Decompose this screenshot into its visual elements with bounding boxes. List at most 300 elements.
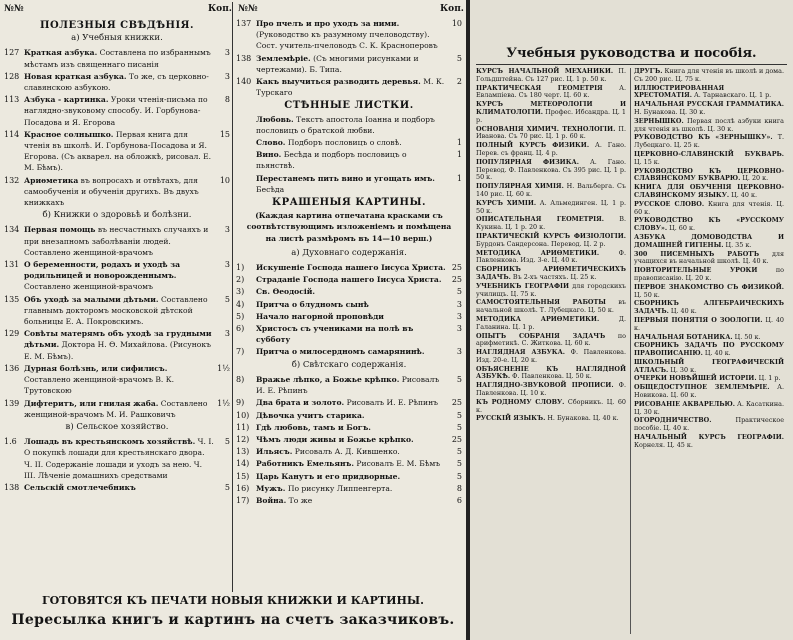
item-description <box>256 434 446 445</box>
item-title: Страданіе Господа нашего Іисуса Христа. <box>256 275 442 285</box>
item-price: 15 <box>219 129 230 139</box>
manual-entry <box>634 101 784 117</box>
item-description <box>24 398 214 420</box>
manual-title: ПОЛНЫЙ КУРСЪ ФИЗИКИ. <box>476 141 590 150</box>
manual-entry <box>476 366 626 382</box>
item-number: 136 <box>4 363 20 373</box>
item-list-misc <box>236 18 462 98</box>
subsection-title: б) Книжки о здоровьѣ и болѣзни. <box>42 210 192 221</box>
item-title: Совѣты матерямъ объ уходѣ за грудными дѣтьми. <box>24 329 212 350</box>
column-divider <box>232 2 233 592</box>
item-title: Искушеніе Господа нашего Іисуса Христа. <box>256 263 446 273</box>
manual-entry <box>634 417 784 433</box>
item-title: Объ уходѣ за малыми дѣтьми. <box>24 294 159 304</box>
item-title: Два брата и золото. <box>256 398 345 408</box>
item-price: 5 <box>456 410 462 420</box>
item-title: Св. Ѳеодосій. <box>256 287 316 297</box>
item-details: Рисовалъ А. Д. Кившенко. <box>292 447 400 457</box>
item-price: 3 <box>224 225 230 235</box>
manual-details: Ц. 15 к. <box>634 157 660 166</box>
manual-title: ОБЩЕДОСТУПНОЕ ЗЕМЛЕМѢРІЕ. <box>634 383 770 392</box>
section-title: ПОЛЕЗНЫЯ СВѢДѢНІЯ. <box>40 20 194 31</box>
item-title: Царь Канутъ и его придворные. <box>256 471 401 481</box>
item-number: 114 <box>4 129 20 139</box>
manual-details: для учащихся въ начальной школѣ. Ц. 40 к. <box>634 249 784 266</box>
item-number: 7) <box>236 347 245 357</box>
item-description <box>24 259 214 293</box>
item-details: То же <box>286 495 313 505</box>
manual-details: Профес. Ибсандра. Ц. 1 р. <box>476 107 626 124</box>
item-number: 13) <box>236 447 250 457</box>
catalog-item <box>4 436 230 481</box>
item-details: М. К. Турскаго <box>256 77 445 98</box>
right-page-title: Учебныя руководства и пособія. <box>506 46 757 61</box>
item-title: Мужъ. <box>256 483 286 493</box>
item-price: 1 <box>456 138 462 148</box>
item-title: Любовь. <box>256 114 294 124</box>
manual-details: Н. Вальберга. Съ 140 рис. Ц. 60 к. <box>476 182 626 198</box>
manual-entry <box>476 382 626 398</box>
item-details: Текстъ апостола Іоанна и подборъ пословицъ о братской любви. <box>256 114 435 135</box>
manual-details: А. Гано. Перевод. Ф. Павленкова. Съ 395 рис. Ц. 1 р. 50 к. <box>476 157 626 182</box>
manual-details: А. Новикова. Ц. 60 к. <box>634 383 784 400</box>
manual-details: А. Гано. Перев. съ франц. Ц. 4 р. <box>476 141 626 157</box>
item-title: Чѣмъ люди живы и Божье крѣпко. <box>256 434 414 444</box>
item-description <box>256 76 446 98</box>
manual-title: СБОРНИКЪ АЛГЕБРАИЧЕСКИХЪ ЗАДАЧЪ. <box>634 299 784 316</box>
item-title: Слово. <box>256 138 286 148</box>
manual-details: П. Иванова. Съ 70 рис. Ц. 1 р. 60 к. <box>476 124 626 141</box>
catalog-item <box>236 149 462 171</box>
manual-details: А. Альмединген. Ц. 1 р. 50 к. <box>476 198 626 215</box>
item-title: Притча о блудномъ сынѣ <box>256 299 369 309</box>
item-description <box>24 294 214 328</box>
manual-details: П. Гольдштейна. Съ 127 рис. Ц. 1 р. 50 к. <box>476 67 626 83</box>
item-number: 15) <box>236 471 250 481</box>
item-price: 3 <box>224 329 230 339</box>
item-description <box>24 175 214 209</box>
item-description <box>256 137 446 148</box>
item-description <box>24 47 214 69</box>
item-price: 5 <box>456 374 462 384</box>
item-description <box>256 53 446 75</box>
right-column-2 <box>634 68 784 451</box>
item-description <box>24 482 214 493</box>
manual-title: СБОРНИКЪ ЗАДАЧЪ ПО РУССКОМУ ПРАВОПИСАНІЮ. <box>634 341 784 358</box>
catalog-item <box>236 483 462 494</box>
manual-details: Бурдонъ Сандерсона. Перевод. Ц. 2 р. <box>476 239 606 248</box>
item-price: 8 <box>224 95 230 105</box>
item-description <box>256 299 446 310</box>
item-price: 25 <box>451 275 462 285</box>
manual-details: Ф. Павленкова. Ц. 10 к. <box>476 381 626 398</box>
catalog-item <box>236 286 462 297</box>
item-price: 1 <box>456 173 462 183</box>
item-price: 6 <box>456 495 462 505</box>
manual-details: Н. Бунакова. Ц. 40 к. <box>545 414 619 423</box>
catalog-item <box>236 422 462 433</box>
manual-entry <box>476 142 626 158</box>
item-number: 1.6 <box>4 437 17 447</box>
manual-title: ЦЕРКОВНО-СЛАВЯНСКІЙ БУКВАРЬ. <box>634 149 784 158</box>
item-details: Составлена по избраннымъ мѣстамъ изъ священнаго писанія <box>24 48 211 69</box>
manual-entry <box>634 284 784 300</box>
item-title: Какъ выучиться разводить деревья. <box>256 77 421 87</box>
manual-title: САМОСТОЯТЕЛЬНЫЯ РАБОТЫ <box>476 298 606 307</box>
manual-details: Ц. 60 к. <box>667 224 695 233</box>
manual-details: Ц. 20 к. <box>740 174 769 183</box>
manual-details: Н. Бунакова. Ц. 30 к. <box>634 107 706 116</box>
manual-entry <box>476 266 626 282</box>
item-title: Работникъ Емельянъ. <box>256 459 354 469</box>
item-list-health <box>4 224 230 419</box>
catalog-item <box>236 18 462 52</box>
manual-details: для городскихъ училищъ. Ц. 75 к. <box>476 281 626 298</box>
item-price: 1½ <box>217 363 230 373</box>
item-number: 138 <box>4 482 20 492</box>
item-description <box>256 262 446 273</box>
manual-entry <box>476 126 626 142</box>
manual-entry <box>476 183 626 199</box>
manual-details: по арифметикѣ. С. Житкова. Ц. 60 к. <box>476 331 626 348</box>
item-description <box>24 71 214 93</box>
item-number: 6) <box>236 324 245 334</box>
item-number: 131 <box>4 260 20 270</box>
manual-details: Ц. 40 к. <box>729 190 757 199</box>
catalog-item <box>236 495 462 506</box>
catalog-item <box>4 398 230 420</box>
item-price: 5 <box>456 459 462 469</box>
item-title: Краткая азбука. <box>24 48 98 58</box>
pictures-note: (Каждая картина отпечатана красками съ соотвѣтствующимъ изложеніемъ и помѣщена на листѣ размѣромъ въ 14—10 верш.) <box>246 211 452 243</box>
item-number: 132 <box>4 175 20 185</box>
item-price: 10 <box>451 19 462 28</box>
subsection-title: б) Свѣтскаго содержанія. <box>291 359 407 370</box>
item-number: 12) <box>236 434 250 444</box>
item-price: 5 <box>456 287 462 297</box>
manual-details: Ф. Павленкова. Изд. 20-е. Ц. 20 к. <box>476 348 626 364</box>
manual-entry <box>634 375 784 383</box>
manual-title: НАЧАЛЬНАЯ БОТАНИКА. <box>634 332 733 341</box>
item-list-secular <box>236 374 462 506</box>
item-description <box>24 363 214 397</box>
right-column-divider <box>630 68 631 634</box>
item-description <box>256 18 446 52</box>
item-title: Про пчелъ и про уходъ за ними. <box>256 19 400 28</box>
manual-entry <box>476 333 626 349</box>
manual-title: КУРСЪ ХИМІИ. <box>476 198 537 207</box>
item-price: 3 <box>224 48 230 58</box>
manual-title: НАГЛЯДНО-ЗВУКОВОЙ ПРОПИСИ. <box>476 381 614 390</box>
item-details: Доктора Н. Ѳ. Михайлова. (Рисунокъ Е. М. Бѣмъ). <box>24 340 211 361</box>
manual-title: АЗБУКА ДОМОВОДСТВА И ДОМАШНЕЙ ГИГІЕНЫ. <box>634 232 784 249</box>
item-description <box>256 397 446 408</box>
manual-title: ШКОЛЬНЫЙ ГЕОГРАФИЧЕСКІЙ АТЛАСЪ. <box>634 357 784 374</box>
item-number: 14) <box>236 459 250 469</box>
item-description <box>256 346 446 357</box>
manual-title: КЪ РОДНОМУ СЛОВУ. <box>476 397 565 406</box>
item-details: Составлено женщиной-врачомъ В. К. Трутовскою <box>24 375 175 396</box>
catalog-item <box>236 446 462 457</box>
manual-title: ПРАКТИЧЕСКАЯ ГЕОМЕТРІЯ <box>476 83 603 92</box>
item-number: 5) <box>236 311 245 321</box>
manual-entry <box>634 134 784 150</box>
manual-title: РУКОВОДСТВО КЪ ЦЕРКОВНО-СЛАВЯНСКОМУ БУКВАРЮ. <box>634 166 784 183</box>
manual-title: УЧЕБНИКЪ ГЕОГРАФІИ <box>476 281 570 290</box>
manual-title: РУССКІЙ ЯЗЫКЪ. <box>476 414 546 423</box>
manual-details: Д. Галанина. Ц. 1 р. <box>476 314 626 331</box>
manual-title: РУКОВОДСТВО КЪ «РУССКОМУ СЛОВУ». <box>634 216 784 233</box>
col1-price-header: Коп. <box>208 4 232 14</box>
item-price: 5 <box>456 447 462 457</box>
catalog-item <box>236 311 462 322</box>
manual-entry <box>634 184 784 200</box>
manual-entry <box>476 101 626 124</box>
manual-title: ОЧЕРКИ НОВѢЙШЕЙ ИСТОРІИ. <box>634 374 757 383</box>
col2-price-header: Коп. <box>440 4 464 14</box>
left-column-2 <box>236 18 462 507</box>
item-price: 1½ <box>217 398 230 408</box>
item-description <box>24 94 214 128</box>
manual-details: Сборникъ. Ц. 60 к. <box>476 397 626 414</box>
item-details: То же, съ церковно-славянскою азбукою. <box>24 71 209 93</box>
manual-title: КНИГА ДЛЯ ОБУЧЕНІЯ ЦЕРКОВНО-СЛАВЯНСКОМУ ЯЗЫКУ. <box>634 183 784 199</box>
manual-entry <box>476 85 626 101</box>
item-details: Составлено женщиной-врачомъ <box>24 282 153 292</box>
item-details: Ч. І. О покупкѣ лошади для крестьянскаго двора. Ч. ІІ. Содержаніе лошади и уходъ за нею. Ч. ІІІ. Лѣченіе домашнихъ средствами <box>24 437 214 480</box>
manual-entry <box>634 384 784 400</box>
item-title: Война. <box>256 495 287 505</box>
catalog-item <box>4 363 230 397</box>
catalog-item <box>236 471 462 482</box>
catalog-item <box>4 259 230 293</box>
item-description <box>256 149 446 171</box>
item-description <box>256 274 446 285</box>
catalog-item <box>4 328 230 362</box>
manual-details: Практическое пособіе. Ц. 40 к. <box>634 416 784 433</box>
manual-title: КУРСЪ НАЧАЛЬНОЙ МЕХАНИКИ. <box>476 67 614 75</box>
manual-entry <box>634 234 784 250</box>
item-price: 10 <box>219 175 230 185</box>
manual-entry <box>634 267 784 283</box>
manual-details: въ начальной школѣ. Т. Лубецкаго. Ц. 50 к. <box>476 298 626 315</box>
item-price: 5 <box>224 482 230 492</box>
item-number: 138 <box>236 53 252 63</box>
item-number: 11) <box>236 422 250 432</box>
catalog-item <box>236 323 462 345</box>
item-price: 2 <box>456 77 462 87</box>
item-title: Гдѣ любовь, тамъ и Богъ. <box>256 422 371 432</box>
item-price: 3 <box>456 299 462 309</box>
item-details: Уроки чтенія-письма по наглядно-звуковому способу. И. Горбунова-Посадова и Я. Егорова <box>24 95 208 127</box>
manual-title: СБОРНИКЪ АРИѲМЕТИЧЕСКИХЪ ЗАДАЧЪ. <box>476 265 626 281</box>
catalog-item <box>236 137 462 148</box>
manual-entry <box>634 300 784 316</box>
item-description <box>256 286 446 297</box>
manual-details: Т. Лубецкаго. Ц. 25 к. <box>634 133 784 150</box>
manual-entry <box>634 85 784 101</box>
catalog-item <box>236 434 462 445</box>
item-description <box>256 374 446 396</box>
manual-entry <box>634 401 784 417</box>
catalog-item <box>236 374 462 396</box>
manual-details: А. Тарнавскаго. Ц. 1 р. <box>691 91 772 100</box>
item-price: 3 <box>224 260 230 270</box>
item-price: 8 <box>456 483 462 493</box>
catalog-item <box>4 129 230 174</box>
manual-title: ИЛЛЮСТРИРОВАННАЯ ХРЕСТОМАТІЯ. <box>634 83 725 100</box>
item-title: Красное солнышко. <box>24 129 114 139</box>
item-details: Бесѣда и подборъ пословицъ о пьянствѣ. <box>256 150 407 171</box>
manual-entry <box>634 118 784 134</box>
manual-title: ПЕРВЫЯ ПОНЯТІЯ О ЗООЛОГІИ. <box>634 315 763 324</box>
manual-details: В. Кукина. Ц. 1 р. 20 к. <box>476 215 626 232</box>
catalog-item <box>236 114 462 136</box>
item-title: Азбука - картинка. <box>24 95 109 105</box>
catalog-item <box>236 262 462 273</box>
item-title: Сельскій смотлечебникъ <box>24 482 136 492</box>
catalog-item <box>236 53 462 75</box>
manual-title: ОГОРОДНИЧЕСТВО. <box>634 416 712 425</box>
manual-entry <box>476 233 626 249</box>
item-description <box>24 436 214 481</box>
catalog-item <box>236 346 462 357</box>
item-price: 3 <box>456 347 462 357</box>
item-title: Землемѣріе. <box>256 53 311 63</box>
item-price: 25 <box>451 263 462 273</box>
catalog-item <box>4 294 230 328</box>
right-column-1 <box>476 68 626 424</box>
manual-entry <box>476 283 626 299</box>
catalog-item <box>236 397 462 408</box>
manual-details: Ц. 40 к. <box>702 349 731 358</box>
manual-details: Въ 2-хъ частяхъ. Ц. 25 к. <box>510 272 597 281</box>
catalog-item <box>236 173 462 195</box>
manual-details: Первая послѣ азбуки книга для чтенія въ школѣ. Ц. 30 к. <box>634 116 784 133</box>
item-details: По рисунку Липпенгерта. <box>285 483 393 493</box>
item-details: Рисовалъ Е. М. Бѣмъ <box>353 459 441 469</box>
item-price: 25 <box>451 398 462 408</box>
manual-details: Книга для чтенія въ школѣ и дома. Съ 200 рис. Ц. 75 к. <box>634 67 784 83</box>
item-list-agriculture <box>4 436 230 493</box>
item-details: Бесѣда <box>256 184 285 194</box>
item-title: Притча о милосердномъ самарянинѣ. <box>256 347 425 357</box>
catalog-item <box>4 47 230 69</box>
item-description <box>24 129 214 174</box>
forthcoming-notice: ГОТОВЯТСЯ КЪ ПЕЧАТИ НОВЫЯ КНИЖКИ И КАРТИНЫ. <box>42 594 424 607</box>
manual-entry <box>634 359 784 375</box>
item-price: 3 <box>456 324 462 334</box>
item-number: 16) <box>236 483 250 493</box>
catalog-item <box>236 76 462 98</box>
manual-entry <box>634 434 784 450</box>
catalog-item <box>4 94 230 128</box>
manual-entry <box>634 68 784 84</box>
shipping-notice: Пересылка книгъ и картинъ на счетъ заказчиковъ. <box>11 612 455 628</box>
manual-details: Ф. Павленкова. Ц. 50 к. <box>510 372 592 381</box>
manual-details: Ц. 40 к. <box>668 307 697 316</box>
item-number: 4) <box>236 299 245 309</box>
manual-title: ПРАКТИЧЕСКІЙ КУРСЪ ФИЗІОЛОГІИ. <box>476 231 626 240</box>
manual-entry <box>634 151 784 167</box>
manual-title: ПОПУЛЯРНАЯ ХИМІЯ. <box>476 182 564 191</box>
item-list-spiritual <box>236 262 462 358</box>
col1-num-header: №№ <box>4 4 24 14</box>
item-details: (Съ многими рисунками и чертежами). Б. Типа. <box>256 53 419 74</box>
manual-details: Ф. Павленкова. Изд. 3-е. Ц. 40 к. <box>476 248 626 265</box>
catalog-item <box>236 274 462 285</box>
manual-title: КУРСЪ МЕТЕОРОЛОГІИ И КЛИМАТОЛОГІИ. <box>476 100 626 116</box>
manual-details: Ц. 1 р. <box>756 374 781 383</box>
item-details: Рисовалъ И. Е. Рѣпинъ <box>256 374 440 396</box>
manual-title: ПОВТОРИТЕЛЬНЫЕ УРОКИ <box>634 266 758 275</box>
item-title: Ильясъ. <box>256 447 293 457</box>
section-title: КРАШЕНЫЯ КАРТИНЫ. <box>272 197 426 209</box>
item-description <box>256 446 446 457</box>
section-title: СТѢННЫЕ ЛИСТКИ. <box>284 100 414 112</box>
item-number: 8) <box>236 374 245 384</box>
manual-title: ПЕРВОЕ ЗНАКОМСТВО СЪ ФИЗИКОЙ. <box>634 282 784 291</box>
item-price: 25 <box>451 434 462 444</box>
manual-title: МЕТОДИКА АРИѲМЕТИКИ. <box>476 314 600 323</box>
item-number: 9) <box>236 398 245 408</box>
item-price: 5 <box>456 422 462 432</box>
manual-title: ОПИСАТЕЛЬНАЯ ГЕОМЕТРІЯ. <box>476 215 605 224</box>
catalog-item <box>236 458 462 469</box>
item-number: 3) <box>236 287 245 297</box>
item-details: Рисовалъ И. Е. Рѣпинъ <box>344 398 438 408</box>
manual-details: по правописанію. Ц. 20 к. <box>634 266 784 282</box>
item-title: Вражье лѣпко, а Божье крѣпко. <box>256 374 400 384</box>
item-title: Новая краткая азбука. <box>24 71 127 81</box>
manual-entry <box>476 216 626 232</box>
manual-entry <box>476 349 626 365</box>
item-list-textbooks <box>4 47 230 208</box>
manual-details: А. Евлампіева. Съ 180 черт. Ц. 60 к. <box>476 83 626 100</box>
item-number: 137 <box>236 19 252 28</box>
manual-entry <box>476 399 626 415</box>
item-title: Дѣвочка учитъ старика. <box>256 410 365 420</box>
catalog-item <box>4 71 230 93</box>
item-list-wall-sheets <box>236 114 462 195</box>
item-number: 128 <box>4 71 20 81</box>
item-title: Начало нагорной проповѣди <box>256 311 384 321</box>
item-title: Первая помощь <box>24 225 96 235</box>
manual-entry <box>634 342 784 358</box>
manual-title: НАЧАЛЬНЫЙ КУРСЪ ГЕОГРАФІИ. <box>634 433 784 442</box>
manual-entry <box>634 334 784 342</box>
item-description <box>256 495 446 506</box>
manual-title: ПОПУЛЯРНАЯ ФИЗИКА. <box>476 157 579 166</box>
catalog-item <box>4 175 230 209</box>
manual-entry <box>476 316 626 332</box>
manual-entry <box>476 68 626 84</box>
item-price: 3 <box>224 71 230 81</box>
manual-details: Ц. 30 к. <box>668 365 697 374</box>
item-description <box>24 328 214 362</box>
item-description <box>256 410 446 421</box>
left-column-1 <box>4 18 230 494</box>
subsection-title: а) Учебныя книжки. <box>71 33 163 44</box>
item-price: 5 <box>224 294 230 304</box>
manual-title: НАГЛЯДНАЯ АЗБУКА. <box>476 348 566 357</box>
item-description <box>256 323 446 345</box>
item-description <box>256 458 446 469</box>
item-details: Составлено женщиной-врачомъ М. И. Рашковичъ <box>24 398 208 419</box>
item-number: 17) <box>236 495 250 505</box>
item-title: О беременности, родахъ и уходѣ за родильницей и новорожденнымъ. <box>24 260 181 281</box>
manual-entry <box>634 251 784 267</box>
